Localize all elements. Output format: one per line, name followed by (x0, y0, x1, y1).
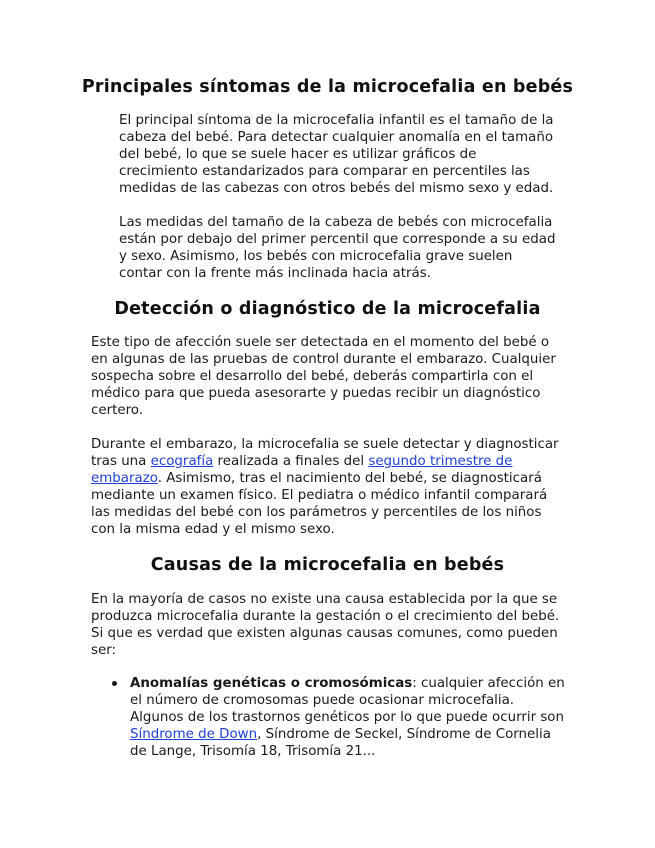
link-ecografia[interactable]: ecografía (150, 454, 214, 469)
paragraph-diagnostico-2 (91, 436, 567, 538)
paragraph-diagnostico-1: Este tipo de afección suele ser detectada en el momento del bebé o en algunas de las pruebas de control durante el embarazo. Cualquier sospecha sobre el desarrollo del bebé, deberás compartirla con el médico para que pueda asesorarte y puedas recibir un diagnóstico certero. (91, 335, 556, 418)
link-sindrome-down[interactable]: Síndrome de Down (130, 727, 258, 742)
heading-diagnostico: Detección o diagnóstico de la microcefalia (114, 299, 541, 319)
paragraph-sintomas-2: Las medidas del tamaño de la cabeza de bebés con microcefalia están por debajo del primer percentil que corresponde a su edad y sexo. Asimismo, los bebés con microcefalia grave suelen contar con la frente más inclinada hacia atrás. (119, 215, 556, 281)
paragraph-sintomas-1: El principal síntoma de la microcefalia infantil es el tamaño de la cabeza del bebé. Para detectar cualquier anomalía en el tamaño del bebé, lo que se suele hacer es utilizar gráficos de crecimiento estandarizados para comparar en percentiles las medidas de las cabezas con otros bebés del mismo sexo y edad. (119, 113, 554, 196)
bullet-dot (112, 681, 117, 686)
heading-sintomas: Principales síntomas de la microcefalia en bebés (81, 77, 574, 97)
bullet-text-a: : cualquier afección en el número de cromosomas puede ocasionar microcefalia. Algunos de los trastornos genéticos por lo que puede ocurrir son (130, 676, 565, 725)
heading-causas: Causas de la microcefalia en bebés (150, 555, 505, 575)
link-segundo-trimestre[interactable]: segundo trimestre de embarazo (91, 454, 513, 486)
paragraph-causas: En la mayoría de casos no existe una causa establecida por la que se produzca microcefalia durante la gestación o el crecimiento del bebé. Si que es verdad que existen algunas causas comunes, como pueden ser: (91, 592, 560, 658)
list-item (130, 675, 566, 760)
diagnostico-text-a: Durante el embarazo, la microcefalia se suele detectar y diagnosticar tras una (91, 437, 559, 469)
diagnostico-text-c: . Asimismo, tras el nacimiento del bebé, se diagnosticará mediante un examen físico. El pediatra o médico infantil comparará las medidas del bebé con los parámetros y percentiles de los niños con la misma edad y el mismo sexo. (91, 471, 548, 537)
bullet-text-b: , Síndrome de Seckel, Síndrome de Cornelia de Lange, Trisomía 18, Trisomía 21... (130, 727, 551, 759)
bullet-bold-label: Anomalías genéticas o cromosómicas (130, 676, 413, 691)
causas-list (130, 675, 566, 760)
diagnostico-text-b: realizada a finales del (213, 454, 369, 469)
